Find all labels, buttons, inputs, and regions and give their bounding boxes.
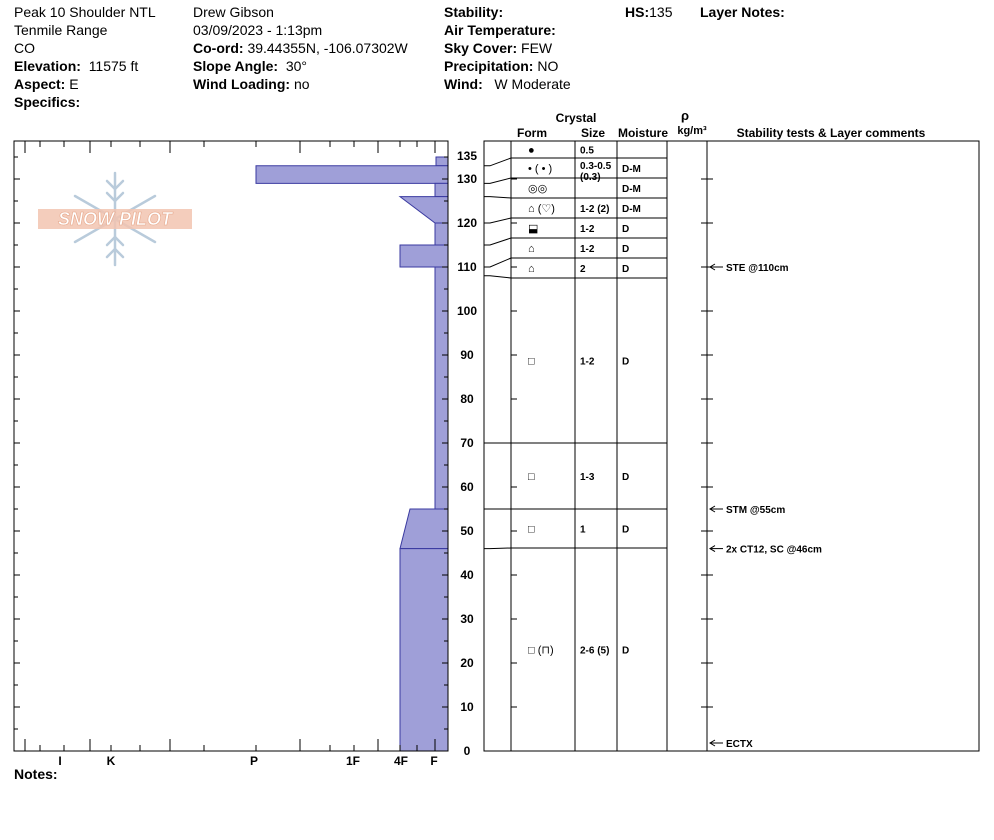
depth-tick-label-120: 120 <box>456 216 478 230</box>
depth-tick-label-20: 20 <box>460 656 474 670</box>
crystal-table-frame <box>484 141 979 751</box>
hardness-bar-7 <box>400 509 448 549</box>
depth-tick-label-90: 90 <box>460 348 474 362</box>
layer-connector-9 <box>484 548 511 549</box>
hardness-bar-8 <box>400 549 448 751</box>
layer-connector-3 <box>484 218 511 223</box>
hardness-tick-label-4F: 4F <box>393 754 409 768</box>
specifics-label: Specifics: <box>14 94 81 110</box>
depth-tick-label-50: 50 <box>460 524 474 538</box>
layer-size-5: 1-2 <box>580 244 595 255</box>
depth-tick-label-100: 100 <box>456 304 478 318</box>
precip-value: NO <box>537 58 559 74</box>
depth-tick-label-60: 60 <box>460 480 474 494</box>
hardness-bar-6 <box>435 267 448 509</box>
layer-size-4: 1-2 <box>580 224 595 235</box>
layer-moisture-3: D-M <box>622 204 641 215</box>
sky-label: Sky Cover: <box>444 40 518 56</box>
coord-value: 39.44355N, -106.07302W <box>247 40 408 56</box>
hs-label: HS: <box>625 4 650 20</box>
stability-test-text: ECTX <box>726 739 753 750</box>
site-name: Peak 10 Shoulder NTL <box>14 4 156 20</box>
slope-value: 30° <box>285 58 307 74</box>
elevation-value: 11575 ft <box>88 58 139 74</box>
wind-label: Wind: <box>444 76 483 92</box>
layer-moisture-5: D <box>622 244 630 255</box>
logo-text: SNOW PILOT <box>58 209 172 229</box>
depth-tick-label-110: 110 <box>457 260 477 274</box>
layer-connector-6 <box>484 276 511 278</box>
hardness-graph-frame <box>14 141 448 751</box>
layer-form-1: • ( • ) <box>528 163 553 175</box>
header-form: Form <box>517 126 547 140</box>
layer-notes-label: Layer Notes: <box>700 4 785 20</box>
layer-form-4: ⬓ <box>528 223 539 235</box>
depth-tick-label-10: 10 <box>460 700 474 714</box>
observation-datetime: 03/09/2023 - 1:13pm <box>193 22 323 38</box>
observer-name: Drew Gibson <box>193 4 274 20</box>
hardness-bar-5 <box>400 245 448 267</box>
header-density-unit: kg/m³ <box>677 125 707 137</box>
hardness-graph <box>14 141 448 768</box>
sky-value: FEW <box>521 40 553 56</box>
layer-form-10: □ (⊓) <box>528 644 554 657</box>
layer-size-0: 0.5 <box>580 145 594 157</box>
aspect-value: E <box>69 76 79 92</box>
layer-connector-2 <box>484 197 511 198</box>
layer-moisture-7: D <box>622 356 630 368</box>
state-name: CO <box>14 40 35 56</box>
stability-test-3 <box>710 739 753 750</box>
header-size: Size <box>580 126 606 140</box>
layer-size-8: 1-3 <box>580 472 595 483</box>
layer-form-7: □ <box>528 355 535 368</box>
layer-moisture-9: D <box>622 524 630 536</box>
wind-loading-label: Wind Loading: <box>193 76 291 92</box>
hardness-tick-label-K: K <box>106 754 116 768</box>
wind-loading-value: no <box>293 76 310 92</box>
layer-form-8: □ <box>528 471 535 483</box>
layer-moisture-10: D <box>622 645 630 657</box>
layer-size-9: 1 <box>580 524 586 536</box>
layer-moisture-1: D-M <box>622 164 641 175</box>
header-moisture: Moisture <box>617 126 669 140</box>
layer-form-2: ◎◎ <box>528 183 548 195</box>
hardness-bar-0 <box>436 157 448 166</box>
layer-form-5: ⌂ <box>528 243 535 255</box>
layer-form-6: ⌂ <box>528 263 535 275</box>
header-rho: ρ <box>680 108 690 123</box>
depth-tick-label-30: 30 <box>460 612 474 626</box>
stability-label: Stability: <box>444 4 504 20</box>
slope-label: Slope Angle: <box>193 58 279 74</box>
air-temp-label: Air Temperature: <box>444 22 556 38</box>
layer-moisture-4: D <box>622 224 630 235</box>
layer-size-6: 2 <box>580 264 586 275</box>
stability-test-0 <box>710 263 789 274</box>
hardness-bar-1 <box>256 166 448 184</box>
coord-label: Co-ord: <box>193 40 244 56</box>
layer-size-3: 1-2 (2) <box>580 204 610 215</box>
layer-size-10: 2-6 (5) <box>580 645 610 657</box>
elevation-label: Elevation: <box>14 58 81 74</box>
layer-moisture-2: D-M <box>622 184 641 195</box>
hardness-tick-label-F: F <box>430 754 438 768</box>
precip-label: Precipitation: <box>444 58 534 74</box>
layer-moisture-8: D <box>622 472 630 483</box>
hardness-tick-label-P: P <box>249 754 259 768</box>
depth-tick-label-130: 130 <box>456 172 478 186</box>
layer-connector-5 <box>484 258 511 267</box>
notes-label: Notes: <box>14 766 58 782</box>
header-crystal: Crystal <box>555 111 597 125</box>
stability-test-2 <box>710 545 822 556</box>
layer-connector-0 <box>484 158 511 166</box>
layer-size-1: 0.3-0.5 <box>580 161 612 172</box>
depth-tick-label-0: 0 <box>463 744 471 758</box>
hardness-bar-2 <box>435 183 448 196</box>
stability-test-text: STM @55cm <box>726 505 786 516</box>
wind-value: W Moderate <box>494 76 571 92</box>
hardness-tick-label-I: I <box>58 754 62 768</box>
hardness-bar-4 <box>435 223 448 245</box>
layer-form-0: ● <box>528 144 535 157</box>
aspect-label: Aspect: <box>14 76 66 92</box>
depth-tick-label-40: 40 <box>460 568 474 582</box>
range-name: Tenmile Range <box>14 22 108 38</box>
layer-connector-1 <box>484 178 511 183</box>
layer-size-7: 1-2 <box>580 356 595 368</box>
layer-form-3: ⌂ (♡) <box>528 203 555 215</box>
header-comments: Stability tests & Layer comments <box>736 126 926 140</box>
depth-tick-label-70: 70 <box>460 436 474 450</box>
hardness-tick-label-1F: 1F <box>345 754 361 768</box>
crystal-table <box>484 141 979 751</box>
layer-moisture-6: D <box>622 264 630 275</box>
layer-connector-4 <box>484 238 511 245</box>
hardness-bar-3 <box>400 197 448 223</box>
stability-test-1 <box>710 505 785 516</box>
depth-tick-label-135: 135 <box>456 149 478 163</box>
depth-tick-label-80: 80 <box>460 392 474 406</box>
stability-test-text: 2x CT12, SC @46cm <box>726 544 822 556</box>
hs-value: 135 <box>649 4 673 20</box>
layer-size-extra-1: (0.3) <box>580 172 601 183</box>
layer-form-9: □ <box>528 523 535 536</box>
depth-axis <box>457 149 477 758</box>
stability-test-text: STE @110cm <box>726 263 789 274</box>
